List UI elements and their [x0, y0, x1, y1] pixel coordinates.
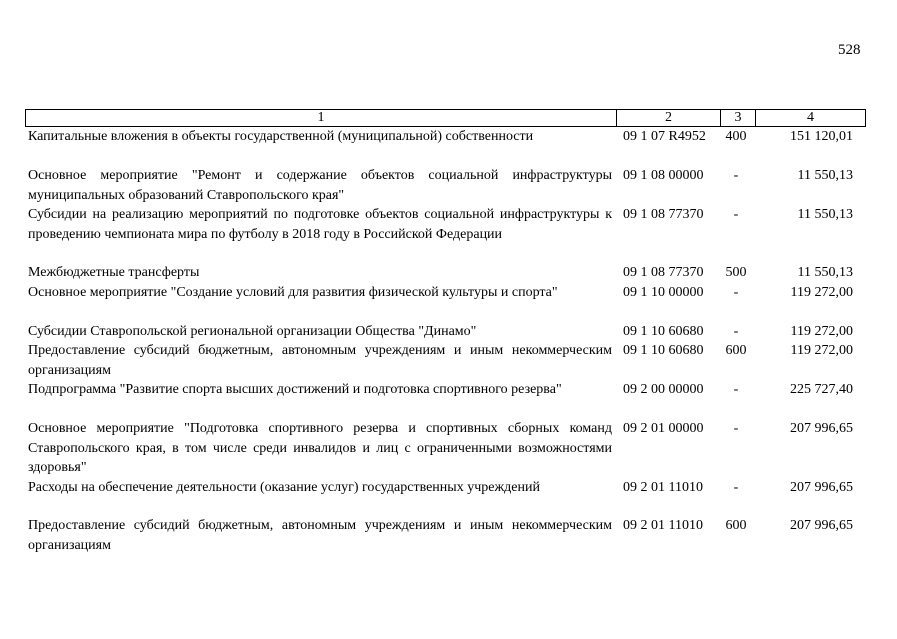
table-row [28, 283, 863, 322]
row-name: Межбюджетные трансферты [28, 265, 200, 280]
table-row [28, 166, 863, 205]
row-kind: 400 [725, 129, 747, 144]
table-row [28, 478, 863, 517]
row-kind: 600 [725, 343, 747, 358]
row-name: Капитальные вложения в объекты государственной (муниципальной) собственности [28, 129, 534, 144]
row-kind: - [733, 421, 739, 436]
row-amount: 225 727,40 [790, 382, 853, 397]
table-row [28, 516, 863, 555]
row-kind: - [733, 168, 739, 183]
table-row [28, 205, 863, 263]
row-name: Подпрограмма "Развитие спорта высших достижений и подготовка спортивного резерва" [28, 382, 562, 397]
row-name: Предоставление субсидий бюджетным, автономным учреждениям и иным некоммерческим организациям [28, 518, 612, 553]
row-code: 09 1 07 R4952 [623, 129, 706, 144]
row-code: 09 1 08 77370 [623, 207, 704, 222]
row-code: 09 2 01 00000 [623, 421, 704, 436]
row-kind: - [733, 284, 739, 300]
row-kind: - [733, 479, 739, 495]
row-amount: 151 120,01 [790, 129, 853, 144]
row-amount: 11 550,13 [797, 207, 853, 222]
row-amount: 119 272,00 [790, 284, 853, 300]
column-header-row [26, 110, 866, 127]
row-code: 09 2 01 11010 [623, 479, 703, 495]
row-kind: 600 [725, 518, 747, 533]
column-header-4: 4 [756, 110, 866, 127]
row-amount: 207 996,65 [790, 479, 853, 495]
column-header-2: 2 [617, 110, 721, 127]
row-name: Субсидии на реализацию мероприятий по подготовке объектов социальной инфраструктуры к проведению чемпионата мира по футболу в 2018 году в Российской Федерации [28, 207, 612, 242]
row-name: Субсидии Ставропольской региональной организации Общества "Динамо" [28, 323, 477, 339]
row-kind: 500 [725, 265, 747, 280]
row-amount: 207 996,65 [790, 421, 853, 436]
row-code: 09 1 08 77370 [623, 265, 704, 280]
row-name: Предоставление субсидий бюджетным, автономным учреждениям и иным некоммерческим организациям [28, 343, 612, 378]
row-amount: 11 550,13 [797, 168, 853, 183]
row-code: 09 1 10 60680 [623, 343, 704, 358]
table-row [28, 263, 863, 283]
column-header-table [25, 109, 866, 127]
row-code: 09 1 10 00000 [623, 284, 704, 300]
row-kind: - [733, 207, 739, 222]
table-row [28, 127, 863, 166]
row-code: 09 2 01 11010 [623, 518, 703, 533]
row-name: Основное мероприятие "Ремонт и содержание объектов социальной инфраструктуры муниципальных образований Ставропольского края" [28, 168, 612, 203]
column-header-1: 1 [26, 110, 617, 127]
row-kind: - [733, 382, 739, 397]
column-header-3: 3 [721, 110, 756, 127]
row-amount: 11 550,13 [797, 265, 853, 280]
row-code: 09 1 10 60680 [623, 323, 704, 339]
row-code: 09 2 00 00000 [623, 382, 704, 397]
page-number: 528 [838, 42, 861, 58]
row-kind: - [733, 323, 739, 339]
table-row [28, 380, 863, 419]
table-row [28, 322, 863, 342]
row-amount: 119 272,00 [790, 343, 853, 358]
row-name: Основное мероприятие "Создание условий для развития физической культуры и спорта" [28, 284, 558, 300]
budget-table-body [28, 127, 863, 555]
row-code: 09 1 08 00000 [623, 168, 704, 183]
row-name: Расходы на обеспечение деятельности (оказание услуг) государственных учреждений [28, 479, 540, 495]
row-amount: 207 996,65 [790, 518, 853, 533]
table-row [28, 419, 863, 478]
row-amount: 119 272,00 [790, 323, 853, 339]
table-row [28, 341, 863, 380]
row-name: Основное мероприятие "Подготовка спортивного резерва и спортивных сборных команд Ставропольского края, в том числе среди инвалидов и лиц с ограниченными возможностями здоровья" [28, 421, 612, 475]
